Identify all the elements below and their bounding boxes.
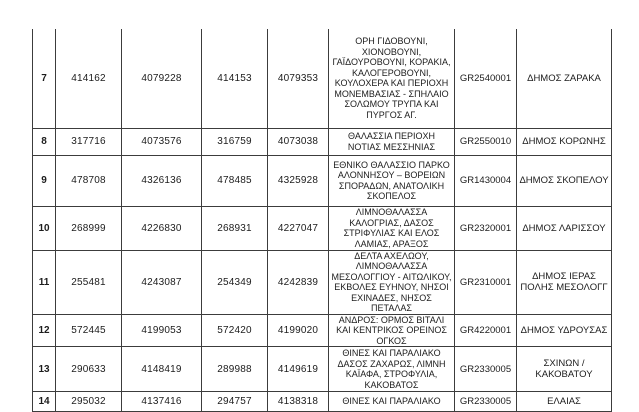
site-code: GR1430004 bbox=[455, 155, 517, 206]
site-code: GR2540001 bbox=[455, 29, 517, 128]
coord-y2: 4149619 bbox=[268, 347, 329, 392]
coord-x1: 478708 bbox=[56, 155, 122, 206]
site-code: GR4220001 bbox=[455, 314, 517, 347]
protected-areas-table bbox=[32, 29, 612, 412]
coord-y1: 4079228 bbox=[122, 29, 202, 128]
site-code: GR2320001 bbox=[455, 206, 517, 250]
coord-y1: 4148419 bbox=[122, 347, 202, 392]
coord-x2: 254349 bbox=[202, 250, 268, 314]
row-index: 12 bbox=[33, 314, 56, 347]
row-index: 8 bbox=[33, 128, 56, 155]
site-name: ΕΘΝΙΚΟ ΘΑΛΑΣΣΙΟ ΠΑΡΚΟ ΑΛΟΝΝΗΣΟΥ – ΒΟΡΕΙΩΝ ΣΠΟΡΑΔΩΝ, ΑΝΑΤΟΛΙΚΗ ΣΚΟΠΕΛΟΣ bbox=[329, 155, 455, 206]
coord-y2: 4079353 bbox=[268, 29, 329, 128]
municipality: ΕΛΑΙΑΣ bbox=[517, 392, 612, 412]
coord-x1: 268999 bbox=[56, 206, 122, 250]
coord-y2: 4242839 bbox=[268, 250, 329, 314]
coord-x1: 414162 bbox=[56, 29, 122, 128]
municipality: ΔΗΜΟΣ ΚΟΡΩΝΗΣ bbox=[517, 128, 612, 155]
document-page bbox=[32, 29, 612, 412]
coord-x2: 268931 bbox=[202, 206, 268, 250]
coord-x1: 295032 bbox=[56, 392, 122, 412]
coord-x2: 414153 bbox=[202, 29, 268, 128]
site-code: GR2310001 bbox=[455, 250, 517, 314]
coord-x1: 572445 bbox=[56, 314, 122, 347]
coord-y1: 4326136 bbox=[122, 155, 202, 206]
site-name: ΑΝΔΡΟΣ: ΟΡΜΟΣ ΒΙΤΑΛΙ ΚΑΙ ΚΕΝΤΡΙΚΟΣ ΟΡΕΙΝΟΣ ΟΓΚΟΣ bbox=[329, 314, 455, 347]
site-code: GR2330005 bbox=[455, 347, 517, 392]
table-row bbox=[33, 29, 612, 128]
coord-x2: 289988 bbox=[202, 347, 268, 392]
table-row bbox=[33, 155, 612, 206]
row-index: 13 bbox=[33, 347, 56, 392]
coord-y2: 4073038 bbox=[268, 128, 329, 155]
coord-y2: 4199020 bbox=[268, 314, 329, 347]
coord-y1: 4243087 bbox=[122, 250, 202, 314]
coord-x2: 572420 bbox=[202, 314, 268, 347]
municipality: ΔΗΜΟΣ ΣΚΟΠΕΛΟΥ bbox=[517, 155, 612, 206]
coord-x1: 317716 bbox=[56, 128, 122, 155]
municipality: ΣΧΙΝΩΝ / ΚΑΚΟΒΑΤΟΥ bbox=[517, 347, 612, 392]
table-row bbox=[33, 128, 612, 155]
coord-y2: 4138318 bbox=[268, 392, 329, 412]
site-code: GR2330005 bbox=[455, 392, 517, 412]
coord-y2: 4227047 bbox=[268, 206, 329, 250]
municipality: ΔΗΜΟΣ ΙΕΡΑΣ ΠΟΛΗΣ ΜΕΣΟΛΟΓΓ bbox=[517, 250, 612, 314]
row-index: 10 bbox=[33, 206, 56, 250]
row-index: 11 bbox=[33, 250, 56, 314]
coord-y1: 4226830 bbox=[122, 206, 202, 250]
site-name: ΛΙΜΝΟΘΑΛΑΣΣΑ ΚΑΛΟΓΡΙΑΣ, ΔΑΣΟΣ ΣΤΡΙΦΥΛΙΑΣ ΚΑΙ ΕΛΟΣ ΛΑΜΙΑΣ, ΑΡΑΞΟΣ bbox=[329, 206, 455, 250]
site-name: ΟΡΗ ΓΙΔΟΒΟΥΝΙ, ΧΙΟΝΟΒΟΥΝΙ, ΓΑΪΔΟΥΡΟΒΟΥΝΙ, ΚΟΡΑΚΙΑ, ΚΑΛΟΓΕΡΟΒΟΥΝΙ, ΚΟΥΛΟΧΕΡΑ ΚΑΙ ΠΕΡΙΟΧΗ ΜΟΝΕΜΒΑΣΙΑΣ - ΣΠΗΛΑΙΟ ΣΟΛΩΜΟΥ ΤΡΥΠΑ ΚΑΙ ΠΥΡΓΟΣ ΑΓ. bbox=[329, 29, 455, 128]
row-index: 9 bbox=[33, 155, 56, 206]
table-row bbox=[33, 314, 612, 347]
site-name: ΘΑΛΑΣΣΙΑ ΠΕΡΙΟΧΗ ΝΟΤΙΑΣ ΜΕΣΣΗΝΙΑΣ bbox=[329, 128, 455, 155]
coord-y1: 4073576 bbox=[122, 128, 202, 155]
municipality: ΔΗΜΟΣ ΥΔΡΟΥΣΑΣ bbox=[517, 314, 612, 347]
table-row bbox=[33, 206, 612, 250]
coord-x2: 294757 bbox=[202, 392, 268, 412]
table-row bbox=[33, 392, 612, 412]
site-name: ΔΕΛΤΑ ΑΧΕΛΩΟΥ, ΛΙΜΝΟΘΑΛΑΣΣΑ ΜΕΣΟΛΟΓΓΙΟΥ - ΑΙΤΩΛΙΚΟΥ, ΕΚΒΟΛΕΣ ΕΥΗΝΟΥ, ΝΗΣΟΙ ΕΧΙΝΑΔΕΣ, ΝΗΣΟΣ ΠΕΤΑΛΑΣ bbox=[329, 250, 455, 314]
row-index: 7 bbox=[33, 29, 56, 128]
coord-y1: 4199053 bbox=[122, 314, 202, 347]
coord-y2: 4325928 bbox=[268, 155, 329, 206]
row-index: 14 bbox=[33, 392, 56, 412]
municipality: ΔΗΜΟΣ ΖΑΡΑΚΑ bbox=[517, 29, 612, 128]
coord-x1: 255481 bbox=[56, 250, 122, 314]
municipality: ΔΗΜΟΣ ΛΑΡΙΣΣΟΥ bbox=[517, 206, 612, 250]
site-name: ΘΙΝΕΣ ΚΑΙ ΠΑΡΑΛΙΑΚΟ bbox=[329, 392, 455, 412]
coord-x1: 290633 bbox=[56, 347, 122, 392]
table-row bbox=[33, 347, 612, 392]
site-name: ΘΙΝΕΣ ΚΑΙ ΠΑΡΑΛΙΑΚΟ ΔΑΣΟΣ ΖΑΧΑΡΩΣ, ΛΙΜΝΗ ΚΑΪΑΦΑ, ΣΤΡΟΦΥΛΙΑ, ΚΑΚΟΒΑΤΟΣ bbox=[329, 347, 455, 392]
coord-x2: 316759 bbox=[202, 128, 268, 155]
table-row bbox=[33, 250, 612, 314]
coord-y1: 4137416 bbox=[122, 392, 202, 412]
coord-x2: 478485 bbox=[202, 155, 268, 206]
site-code: GR2550010 bbox=[455, 128, 517, 155]
